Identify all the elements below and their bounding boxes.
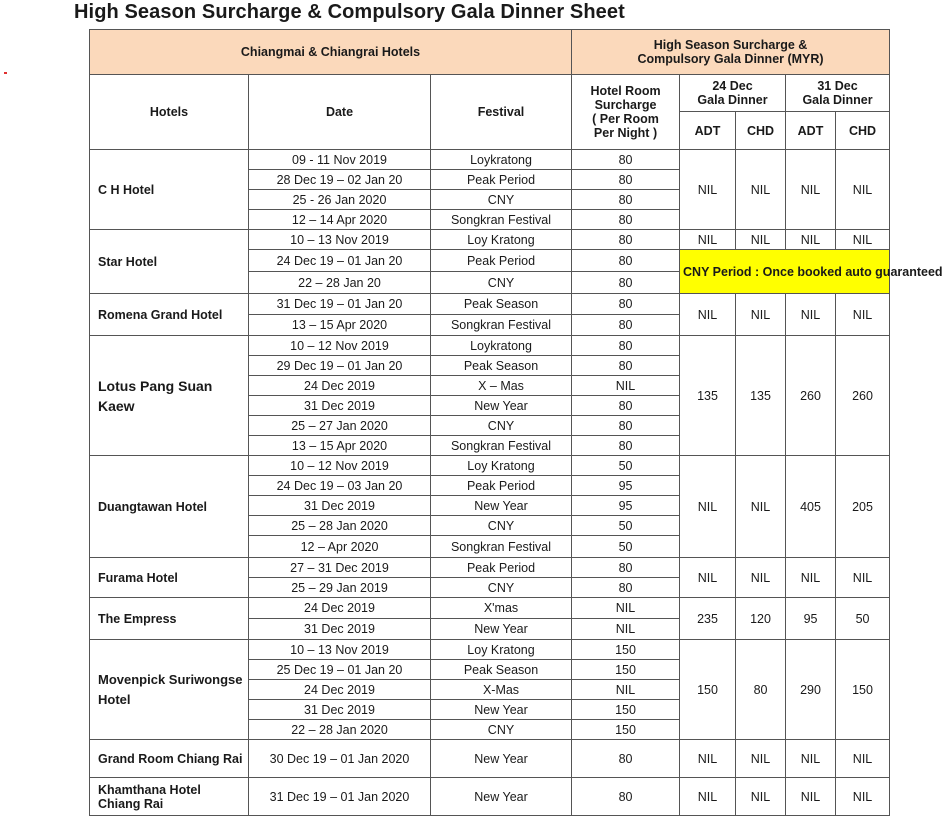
surcharge-cell: 80 (572, 230, 680, 250)
col-surcharge-header (572, 75, 680, 150)
cny-note: CNY Period : Once booked auto guaranteed (680, 250, 890, 294)
hotel-name: Movenpick Suriwongse Hotel (90, 640, 249, 740)
adt-31-cell: 290 (786, 640, 836, 740)
surcharge-cell: 95 (572, 476, 680, 496)
surcharge-label-4: Per Night ) (593, 126, 658, 140)
surcharge-header (572, 30, 890, 75)
date-cell: 10 – 12 Nov 2019 (249, 336, 431, 356)
gala-31dec-line2: Gala Dinner (802, 93, 873, 107)
festival-cell: Loy Kratong (431, 456, 572, 476)
document-title: High Season Surcharge & Compulsory Gala Dinner Sheet (74, 1, 625, 23)
chd-24-cell: NIL (736, 294, 786, 336)
surcharge-cell: 150 (572, 660, 680, 680)
date-cell: 12 – 14 Apr 2020 (249, 210, 431, 230)
festival-cell: CNY (431, 272, 572, 294)
surcharge-cell: 80 (572, 272, 680, 294)
surcharge-cell: 80 (572, 170, 680, 190)
festival-cell: Songkran Festival (431, 436, 572, 456)
table-row (90, 230, 890, 250)
col-hotels-header: Hotels (90, 75, 249, 150)
hotel-name: Star Hotel (90, 230, 249, 294)
surcharge-cell: 50 (572, 456, 680, 476)
surcharge-header-line2: Compulsory Gala Dinner (MYR) (637, 52, 824, 66)
hotel-name: Furama Hotel (90, 558, 249, 598)
festival-cell: Songkran Festival (431, 536, 572, 558)
gala-24dec-header (680, 75, 786, 112)
surcharge-cell: 80 (572, 336, 680, 356)
date-cell: 24 Dec 19 – 03 Jan 20 (249, 476, 431, 496)
surcharge-cell: 80 (572, 294, 680, 315)
festival-cell: Songkran Festival (431, 315, 572, 336)
date-cell: 22 – 28 Jan 2020 (249, 720, 431, 740)
date-cell: 22 – 28 Jan 20 (249, 272, 431, 294)
date-cell: 31 Dec 19 – 01 Jan 2020 (249, 778, 431, 816)
festival-cell: CNY (431, 578, 572, 598)
adt-31-cell: 95 (786, 598, 836, 640)
date-cell: 24 Dec 2019 (249, 376, 431, 396)
adt-31-cell: NIL (786, 230, 836, 250)
hotel-name: Lotus Pang Suan Kaew (90, 336, 249, 456)
surcharge-cell: 80 (572, 250, 680, 272)
chd-31-header: CHD (836, 112, 890, 150)
hotel-name: Duangtawan Hotel (90, 456, 249, 558)
chd-31-cell: NIL (836, 558, 890, 598)
chd-24-cell: NIL (736, 150, 786, 230)
date-cell: 09 - 11 Nov 2019 (249, 150, 431, 170)
gala-31dec-header (786, 75, 890, 112)
date-cell: 10 – 13 Nov 2019 (249, 230, 431, 250)
surcharge-cell: NIL (572, 376, 680, 396)
surcharge-cell: 80 (572, 210, 680, 230)
date-cell: 24 Dec 2019 (249, 680, 431, 700)
date-cell: 25 - 26 Jan 2020 (249, 190, 431, 210)
table-row (90, 598, 890, 619)
table-row (90, 456, 890, 476)
surcharge-cell: 80 (572, 578, 680, 598)
festival-cell: Loykratong (431, 336, 572, 356)
festival-cell: CNY (431, 190, 572, 210)
festival-cell: CNY (431, 516, 572, 536)
surcharge-cell: 50 (572, 536, 680, 558)
date-cell: 10 – 12 Nov 2019 (249, 456, 431, 476)
surcharge-cell: 150 (572, 720, 680, 740)
date-cell: 28 Dec 19 – 02 Jan 20 (249, 170, 431, 190)
festival-cell: Songkran Festival (431, 210, 572, 230)
date-cell: 29 Dec 19 – 01 Jan 20 (249, 356, 431, 376)
chd-31-cell: NIL (836, 740, 890, 778)
chd-31-cell: NIL (836, 150, 890, 230)
festival-cell: Peak Season (431, 294, 572, 315)
festival-cell: New Year (431, 778, 572, 816)
adt-31-cell: NIL (786, 150, 836, 230)
chd-24-header: CHD (736, 112, 786, 150)
date-cell: 30 Dec 19 – 01 Jan 2020 (249, 740, 431, 778)
surcharge-cell: 80 (572, 190, 680, 210)
surcharge-cell: 80 (572, 315, 680, 336)
date-cell: 24 Dec 19 – 01 Jan 20 (249, 250, 431, 272)
date-cell: 31 Dec 19 – 01 Jan 20 (249, 294, 431, 315)
surcharge-cell: 80 (572, 740, 680, 778)
table-row (90, 558, 890, 578)
surcharge-label-3: ( Per Room (592, 112, 659, 126)
hotel-name: Grand Room Chiang Rai (90, 740, 249, 778)
chd-31-cell: 205 (836, 456, 890, 558)
surcharge-label-1: Hotel Room (590, 84, 661, 98)
chd-31-cell: 260 (836, 336, 890, 456)
adt-24-cell: 150 (680, 640, 736, 740)
festival-cell: New Year (431, 396, 572, 416)
adt-24-cell: 235 (680, 598, 736, 640)
surcharge-cell: 80 (572, 436, 680, 456)
festival-cell: Loy Kratong (431, 230, 572, 250)
surcharge-cell: 80 (572, 356, 680, 376)
date-cell: 13 – 15 Apr 2020 (249, 315, 431, 336)
surcharge-label-2: Surcharge (594, 98, 657, 112)
table-row (90, 778, 890, 816)
chd-24-cell: NIL (736, 230, 786, 250)
chd-24-cell: NIL (736, 558, 786, 598)
chd-24-cell: NIL (736, 456, 786, 558)
hotel-name: The Empress (90, 598, 249, 640)
adt-31-cell: 260 (786, 336, 836, 456)
festival-cell: New Year (431, 619, 572, 640)
date-cell: 31 Dec 2019 (249, 619, 431, 640)
surcharge-header-line1: High Season Surcharge & (653, 38, 808, 52)
surcharge-cell: 150 (572, 640, 680, 660)
surcharge-table (89, 29, 943, 816)
surcharge-cell: NIL (572, 680, 680, 700)
col-date-header: Date (249, 75, 431, 150)
adt-24-cell: NIL (680, 294, 736, 336)
table-row (90, 740, 890, 778)
date-cell: 25 – 27 Jan 2020 (249, 416, 431, 436)
surcharge-cell: 150 (572, 700, 680, 720)
gala-24dec-line1: 24 Dec (712, 79, 753, 93)
adt-24-cell: NIL (680, 150, 736, 230)
hotel-name: C H Hotel (90, 150, 249, 230)
adt-24-cell: NIL (680, 778, 736, 816)
surcharge-cell: 95 (572, 496, 680, 516)
date-cell: 31 Dec 2019 (249, 700, 431, 720)
festival-cell: Peak Season (431, 660, 572, 680)
chd-24-cell: NIL (736, 740, 786, 778)
chd-31-cell: NIL (836, 778, 890, 816)
festival-cell: New Year (431, 740, 572, 778)
table-row (90, 640, 890, 660)
surcharge-cell: 80 (572, 778, 680, 816)
festival-cell: Loy Kratong (431, 640, 572, 660)
surcharge-cell: NIL (572, 619, 680, 640)
region-header: Chiangmai & Chiangrai Hotels (90, 30, 572, 75)
date-cell: 31 Dec 2019 (249, 396, 431, 416)
adt-31-cell: NIL (786, 740, 836, 778)
festival-cell: Peak Period (431, 250, 572, 272)
table-row (90, 294, 890, 315)
hotel-name: Khamthana Hotel Chiang Rai (90, 778, 249, 816)
adt-24-cell: NIL (680, 558, 736, 598)
festival-cell: New Year (431, 496, 572, 516)
date-cell: 27 – 31 Dec 2019 (249, 558, 431, 578)
hotel-name: Romena Grand Hotel (90, 294, 249, 336)
adt-24-cell: 135 (680, 336, 736, 456)
date-cell: 31 Dec 2019 (249, 496, 431, 516)
chd-24-cell: 80 (736, 640, 786, 740)
surcharge-cell: NIL (572, 598, 680, 619)
adt-31-cell: NIL (786, 778, 836, 816)
chd-24-cell: 120 (736, 598, 786, 640)
festival-cell: New Year (431, 700, 572, 720)
gala-31dec-line1: 31 Dec (817, 79, 858, 93)
adt-24-cell: NIL (680, 740, 736, 778)
header-row-2 (90, 75, 890, 112)
adt-24-cell: NIL (680, 456, 736, 558)
adt-31-cell: 405 (786, 456, 836, 558)
header-row-1 (90, 30, 890, 75)
festival-cell: Peak Period (431, 558, 572, 578)
festival-cell: X-Mas (431, 680, 572, 700)
festival-cell: X – Mas (431, 376, 572, 396)
festival-cell: Peak Period (431, 170, 572, 190)
date-cell: 10 – 13 Nov 2019 (249, 640, 431, 660)
date-cell: 13 – 15 Apr 2020 (249, 436, 431, 456)
adt-24-cell: NIL (680, 230, 736, 250)
surcharge-cell: 80 (572, 396, 680, 416)
festival-cell: CNY (431, 416, 572, 436)
adt-24-header: ADT (680, 112, 736, 150)
festival-cell: Peak Period (431, 476, 572, 496)
date-cell: 12 – Apr 2020 (249, 536, 431, 558)
surcharge-cell: 80 (572, 558, 680, 578)
col-festival-header: Festival (431, 75, 572, 150)
chd-24-cell: NIL (736, 778, 786, 816)
surcharge-cell: 80 (572, 150, 680, 170)
chd-31-cell: 50 (836, 598, 890, 640)
date-cell: 25 – 29 Jan 2019 (249, 578, 431, 598)
date-cell: 25 – 28 Jan 2020 (249, 516, 431, 536)
date-cell: 25 Dec 19 – 01 Jan 20 (249, 660, 431, 680)
chd-31-cell: NIL (836, 294, 890, 336)
festival-cell: X'mas (431, 598, 572, 619)
chd-24-cell: 135 (736, 336, 786, 456)
adt-31-cell: NIL (786, 294, 836, 336)
adt-31-header: ADT (786, 112, 836, 150)
surcharge-cell: 80 (572, 416, 680, 436)
adt-31-cell: NIL (786, 558, 836, 598)
gala-24dec-line2: Gala Dinner (697, 93, 768, 107)
table-row (90, 150, 890, 170)
festival-cell: Peak Season (431, 356, 572, 376)
festival-cell: Loykratong (431, 150, 572, 170)
surcharge-cell: 50 (572, 516, 680, 536)
red-mark (4, 72, 7, 74)
festival-cell: CNY (431, 720, 572, 740)
date-cell: 24 Dec 2019 (249, 598, 431, 619)
chd-31-cell: 150 (836, 640, 890, 740)
table-row (90, 336, 890, 356)
chd-31-cell: NIL (836, 230, 890, 250)
